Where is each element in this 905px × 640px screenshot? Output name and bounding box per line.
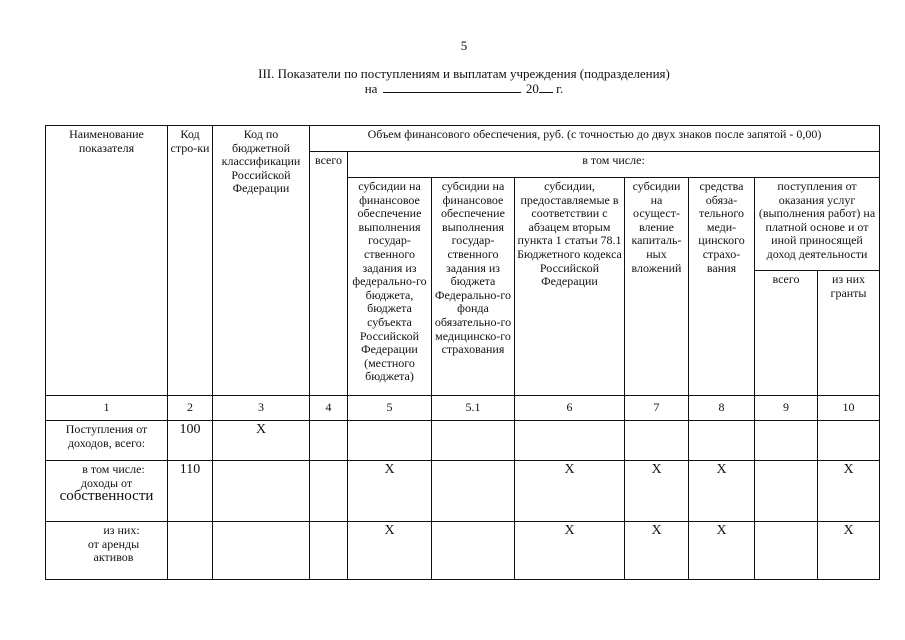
row-label-line: из них: <box>103 523 140 537</box>
row-label-line: собственности <box>59 488 154 505</box>
header-code: Код стро-ки <box>168 126 213 396</box>
header-budget-class: Код по бюджетной классификации Российской Федерации <box>213 126 310 396</box>
header-c910: поступления от оказания услуг (выполнения работ) на платной основе и от иной приносящей доход деятельности <box>755 178 880 271</box>
colnum: 1 <box>46 396 168 421</box>
cell <box>310 421 348 461</box>
row-label <box>46 461 168 522</box>
header-c8: средства обяза-тельного меди-цинского страхо-вания <box>689 178 755 396</box>
date-suffix: г. <box>556 81 564 96</box>
table-row <box>46 522 880 580</box>
cell <box>755 421 818 461</box>
row-label-line: активов <box>93 550 134 565</box>
row-code: 110 <box>168 461 213 522</box>
header-name: Наименование показателя <box>46 126 168 396</box>
cell <box>348 421 432 461</box>
row-label <box>46 522 168 580</box>
colnum: 10 <box>818 396 880 421</box>
page-number: 5 <box>460 38 468 53</box>
row-label-line: Поступления от <box>65 422 148 436</box>
cell: X <box>689 522 755 580</box>
section-title: III. Показатели по поступлениям и выплатам учреждения (подразделения) <box>258 66 670 81</box>
header-c5: субсидии на финансовое обеспечение выполнения государ-ственного задания из федерально-го бюджета, бюджета субъекта Российской Федерации (местного бюджета) <box>348 178 432 396</box>
cell: X <box>213 421 310 461</box>
cell <box>213 461 310 522</box>
colnum: 7 <box>625 396 689 421</box>
colnum: 3 <box>213 396 310 421</box>
colnum: 9 <box>755 396 818 421</box>
cell <box>432 461 515 522</box>
cell: X <box>818 461 880 522</box>
cell <box>689 421 755 461</box>
header-c51: субсидии на финансовое обеспечение выполнения государ-ственного задания из бюджета Федерально-го фонда обязательно-го медицинско-го страхования <box>432 178 515 396</box>
row-label-line: от аренды <box>87 536 140 551</box>
cell: X <box>348 522 432 580</box>
cell <box>755 522 818 580</box>
row-label-line: доходы от <box>80 475 133 490</box>
cell <box>755 461 818 522</box>
colnum: 5.1 <box>432 396 515 421</box>
colnum: 8 <box>689 396 755 421</box>
date-line <box>0 82 905 96</box>
cell <box>310 461 348 522</box>
header-c9: всего <box>755 271 818 396</box>
row-label-line: в том числе: <box>82 462 145 476</box>
date-blank <box>383 82 521 93</box>
header-c10: из них гранты <box>818 271 880 396</box>
colnum: 4 <box>310 396 348 421</box>
colnum: 6 <box>515 396 625 421</box>
cell: X <box>689 461 755 522</box>
year-blank <box>539 82 553 93</box>
colnum: 5 <box>348 396 432 421</box>
cell <box>432 421 515 461</box>
date-prefix: на <box>364 81 378 96</box>
table-row <box>46 421 880 461</box>
colnum: 2 <box>168 396 213 421</box>
cell <box>625 421 689 461</box>
row-code: 100 <box>168 421 213 461</box>
cell: X <box>818 522 880 580</box>
row-code <box>168 522 213 580</box>
cell: X <box>625 522 689 580</box>
table-row <box>46 461 880 522</box>
cell <box>432 522 515 580</box>
header-total: всего <box>310 152 348 396</box>
header-volume: Объем финансового обеспечения, руб. (с точностью до двух знаков после запятой - 0,00) <box>310 126 880 152</box>
cell <box>310 522 348 580</box>
indicators-table <box>45 125 880 580</box>
cell: X <box>515 461 625 522</box>
cell <box>213 522 310 580</box>
header-c7: субсидии на осущест-вление капиталь-ных вложений <box>625 178 689 396</box>
cell <box>818 421 880 461</box>
row-label-line: доходов, всего: <box>67 435 146 450</box>
header-including: в том числе: <box>348 152 880 178</box>
cell: X <box>515 522 625 580</box>
cell <box>515 421 625 461</box>
cell: X <box>348 461 432 522</box>
cell: X <box>625 461 689 522</box>
header-c6: субсидии, предоставляемые в соответствии с абзацем вторым пункта 1 статьи 78.1 Бюджетного кодекса Российской Федерации <box>515 178 625 396</box>
row-label <box>46 421 168 461</box>
date-year-prefix: 20 <box>525 81 539 96</box>
